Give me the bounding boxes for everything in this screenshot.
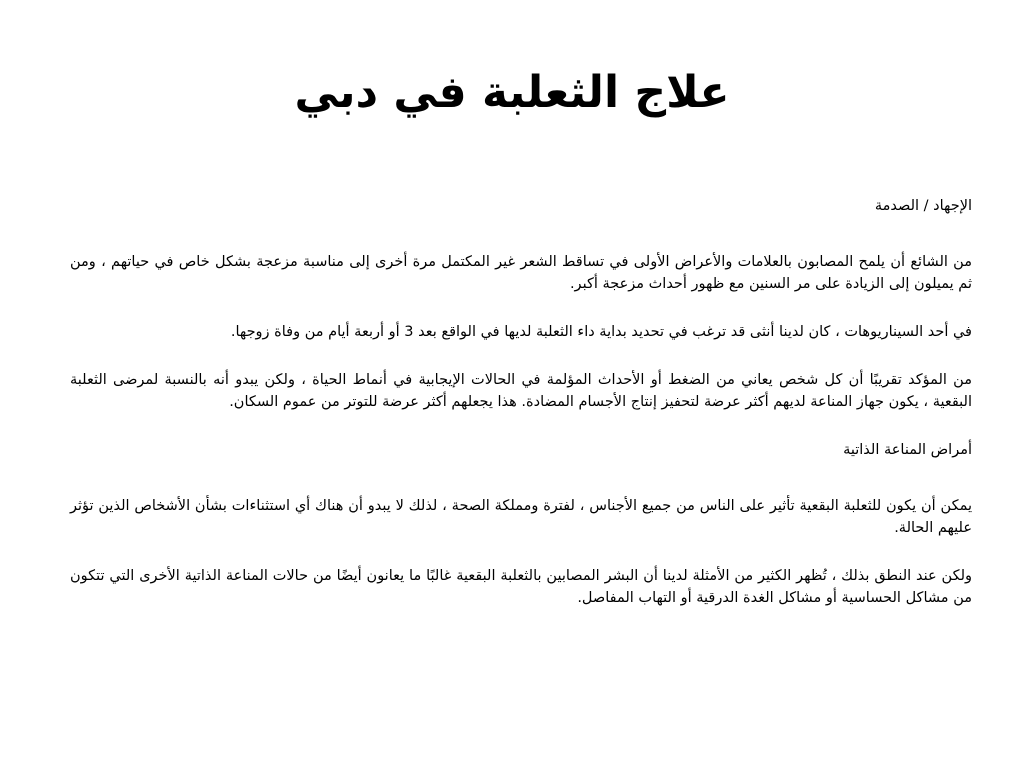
- section-heading-autoimmune: أمراض المناعة الذاتية: [843, 442, 972, 458]
- paragraph-all-people: يمكن أن يكون للثعلبة البقعية تأثير على الناس من جميع الأجناس ، لفترة ومملكة الصحة ، لذلك لا يبدو أن هناك أي استثناءات بشأن الأشخاص الذين تؤثر عليهم الحالة.: [70, 498, 972, 536]
- paragraph-stress-onset: من الشائع أن يلمح المصابون بالعلامات والأعراض الأولى في تساقط الشعر غير المكتمل مرة أخرى إلى مناسبة مزعجة بشكل خاص في حياتهم ، ومن ثم يميلون إلى الزيادة على مر السنين مع ظهور أحداث مزعجة أكبر.: [70, 254, 972, 292]
- paragraph-immune-stress: من المؤكد تقريبًا أن كل شخص يعاني من الضغط أو الأحداث المؤلمة في الحالات الإيجابية في أنماط الحياة ، ولكن يبدو أنه بالنسبة لمرضى الثعلبة البقعية ، يكون جهاز المناعة لديهم أكثر عرضة لتحفيز إنتاج الأجسام المضادة. هذا يجعلهم أكثر عرضة للتوتر من عموم السكان.: [70, 372, 972, 410]
- paragraph-autoimmune-conditions: ولكن عند النطق بذلك ، تُظهر الكثير من الأمثلة لدينا أن البشر المصابين بالثعلبة البقعية غالبًا ما يعانون أيضًا من حالات المناعة الذاتية الأخرى التي تتكون من مشاكل الحساسية أو مشاكل الغدة الدرقية أو التهاب المفاصل.: [70, 568, 972, 606]
- slide-title: علاج الثعلبة في دبي: [294, 67, 730, 118]
- section-heading-stress: الإجهاد / الصدمة: [874, 198, 972, 214]
- paragraph-scenario: في أحد السيناريوهات ، كان لدينا أنثى قد ترغب في تحديد بداية داء الثعلبة لديها في الواقع بعد 3 أو أربعة أيام من وفاة زوجها.: [230, 324, 972, 340]
- slide-body: [70, 195, 972, 609]
